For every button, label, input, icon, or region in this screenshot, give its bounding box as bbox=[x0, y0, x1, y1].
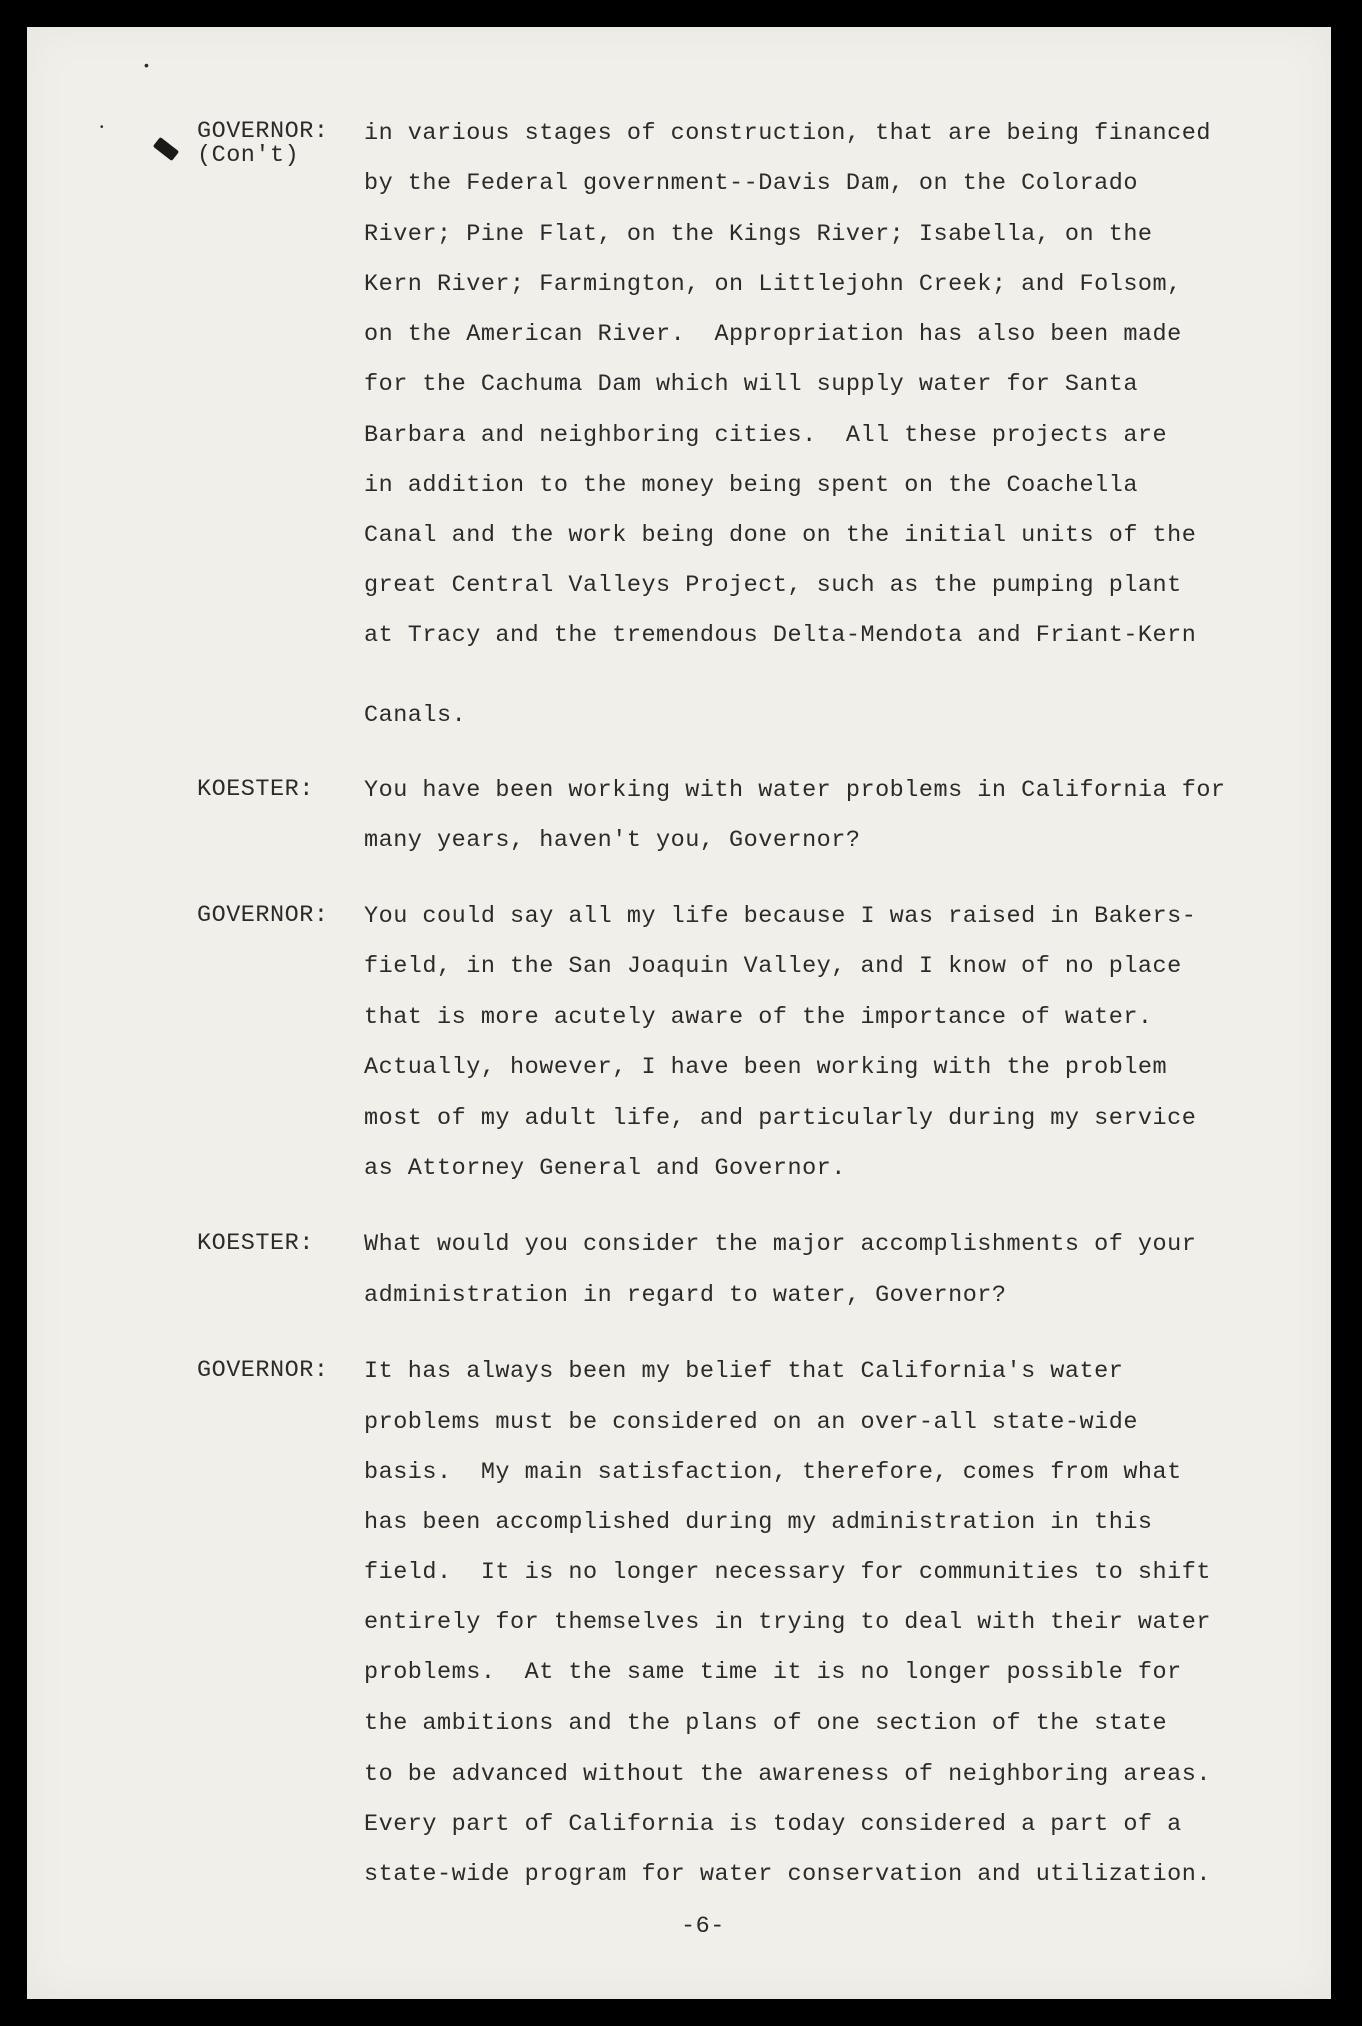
text-line: state-wide program for water conservation and utilization. bbox=[364, 1861, 1211, 1888]
text-line: in various stages of construction, that are being financed bbox=[364, 120, 1211, 147]
speaker-label: KOESTER: bbox=[197, 1230, 314, 1257]
text-line: for the Cachuma Dam which will supply water for Santa bbox=[364, 371, 1138, 398]
speaker-label: GOVERNOR: bbox=[197, 118, 329, 145]
ink-dot: • bbox=[144, 57, 149, 73]
text-line: great Central Valleys Project, such as the pumping plant bbox=[364, 572, 1182, 599]
text-line: You could say all my life because I was raised in Bakers- bbox=[364, 903, 1197, 930]
check-mark-icon bbox=[153, 137, 179, 161]
text-line: Barbara and neighboring cities. All these projects are bbox=[364, 422, 1168, 449]
text-line: What would you consider the major accomplishments of your bbox=[364, 1231, 1197, 1258]
speaker-label: KOESTER: bbox=[197, 776, 314, 803]
text-line: field. It is no longer necessary for communities to shift bbox=[364, 1559, 1211, 1586]
text-line: It has always been my belief that California's water bbox=[364, 1358, 1124, 1385]
text-line: on the American River. Appropriation has also been made bbox=[364, 321, 1182, 348]
text-line: many years, haven't you, Governor? bbox=[364, 827, 861, 854]
text-line: problems. At the same time it is no longer possible for bbox=[364, 1659, 1182, 1686]
speaker-label: GOVERNOR: bbox=[197, 1357, 329, 1384]
text-line: to be advanced without the awareness of neighboring areas. bbox=[364, 1761, 1211, 1788]
text-line: Kern River; Farmington, on Littlejohn Creek; and Folsom, bbox=[364, 271, 1182, 298]
text-line: most of my adult life, and particularly during my service bbox=[364, 1105, 1197, 1132]
text-line: Canal and the work being done on the initial units of the bbox=[364, 522, 1197, 549]
text-line: Actually, however, I have been working with the problem bbox=[364, 1054, 1168, 1081]
text-line: by the Federal government--Davis Dam, on the Colorado bbox=[364, 170, 1138, 197]
page-number: -6- bbox=[681, 1913, 725, 1940]
text-line: the ambitions and the plans of one section of the state bbox=[364, 1710, 1168, 1737]
text-line: basis. My main satisfaction, therefore, comes from what bbox=[364, 1459, 1182, 1486]
text-line: at Tracy and the tremendous Delta-Mendota and Friant-Kern bbox=[364, 622, 1197, 649]
text-line: as Attorney General and Governor. bbox=[364, 1155, 846, 1182]
text-line: has been accomplished during my administration in this bbox=[364, 1509, 1153, 1536]
document-page bbox=[27, 27, 1331, 1999]
text-line: field, in the San Joaquin Valley, and I know of no place bbox=[364, 953, 1182, 980]
ink-dot: • bbox=[100, 122, 104, 133]
text-line: Canals. bbox=[364, 702, 467, 729]
text-line: You have been working with water problems in California for bbox=[364, 777, 1226, 804]
speaker-label: GOVERNOR: bbox=[197, 902, 329, 929]
text-line: Every part of California is today considered a part of a bbox=[364, 1811, 1182, 1838]
text-line: entirely for themselves in trying to deal with their water bbox=[364, 1609, 1211, 1636]
text-line: administration in regard to water, Governor? bbox=[364, 1282, 1007, 1309]
text-line: problems must be considered on an over-all state-wide bbox=[364, 1409, 1138, 1436]
text-line: in addition to the money being spent on the Coachella bbox=[364, 472, 1138, 499]
text-line: River; Pine Flat, on the Kings River; Isabella, on the bbox=[364, 221, 1153, 248]
speaker-label-continued: (Con't) bbox=[197, 142, 300, 169]
text-line: that is more acutely aware of the importance of water. bbox=[364, 1004, 1153, 1031]
